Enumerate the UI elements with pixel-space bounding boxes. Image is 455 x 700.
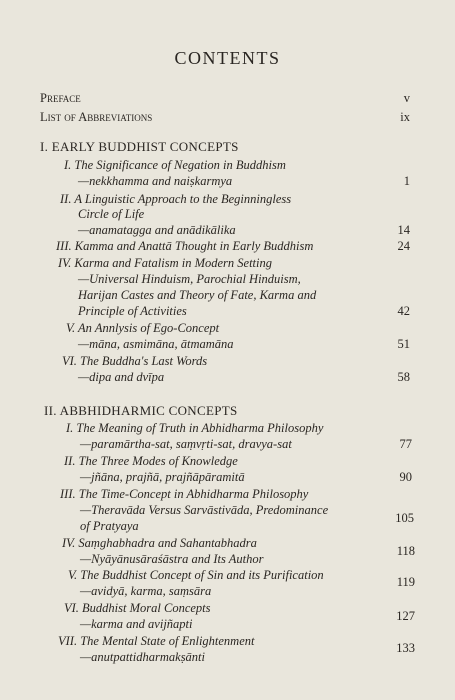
toc-page: 24 (397, 239, 410, 253)
toc-subentry: —paramārtha-sat, saṃvṛti-sat, dravya-sat (80, 437, 292, 451)
toc-page-abbreviations: ix (400, 110, 410, 124)
section-heading-part2: II. ABBHIDHARMIC CONCEPTS (44, 403, 238, 418)
toc-entry-cont: Principle of Activities (78, 304, 187, 318)
toc-entry[interactable]: VI. The Buddha's Last Words (62, 354, 208, 368)
toc-page: 42 (397, 304, 410, 318)
toc-entry[interactable]: I. The Meaning of Truth in Abhidharma Philosophy (66, 421, 324, 435)
toc-page: 58 (397, 370, 410, 384)
toc-page: 105 (395, 511, 414, 525)
toc-entry[interactable]: III. The Time-Concept in Abhidharma Philosophy (60, 487, 309, 501)
toc-subentry: —Nyāyānusāraśāstra and Its Author (80, 552, 264, 566)
toc-page: 14 (397, 223, 410, 237)
toc-subentry: —māna, asmimāna, ātmamāna (78, 337, 234, 351)
toc-subentry: —nekkhamma and naiṣkarmya (78, 174, 233, 188)
toc-page: 1 (403, 174, 410, 188)
toc-page: 119 (396, 575, 415, 589)
toc-subentry: —jñāna, prajñā, prajñāpāramitā (80, 470, 245, 484)
toc-page: 77 (399, 437, 412, 451)
toc-subentry: —karma and avijñapti (80, 617, 193, 631)
toc-entry[interactable]: V. An Annlysis of Ego-Concept (66, 321, 220, 335)
toc-entry[interactable]: V. The Buddhist Concept of Sin and its Purification (68, 568, 324, 582)
toc-entry[interactable]: II. A Linguistic Approach to the Beginningless (60, 192, 292, 206)
toc-entry-cont: Harijan Castes and Theory of Fate, Karma and (78, 288, 317, 302)
toc-page-preface: v (403, 91, 410, 105)
toc-entry[interactable]: IV. Karma and Fatalism in Modern Setting (58, 256, 273, 270)
toc-page: 51 (397, 337, 410, 351)
toc-page: 118 (396, 544, 415, 558)
toc-entry-cont: of Pratyaya (80, 519, 139, 533)
page-title: CONTENTS (174, 48, 281, 68)
toc-subentry: —dipa and dvīpa (78, 370, 165, 384)
toc-entry[interactable]: II. The Three Modes of Knowledge (64, 454, 238, 468)
toc-subentry: —Universal Hinduism, Parochial Hinduism, (78, 272, 301, 286)
toc-entry-cont: Circle of Life (78, 207, 145, 221)
toc-subentry: —Theravāda Versus Sarvāstivāda, Predominance (80, 503, 329, 517)
toc-subentry: —anamatagga and anādikālika (78, 223, 236, 237)
section-heading-part1: I. EARLY BUDDHIST CONCEPTS (40, 139, 239, 154)
toc-entry-abbreviations[interactable]: List of Abbreviations (40, 110, 153, 124)
toc-page: 127 (396, 609, 415, 623)
toc-entry[interactable]: IV. Saṃghabhadra and Sahantabhadra (62, 536, 257, 550)
toc-entry[interactable]: VI. Buddhist Moral Concepts (64, 601, 211, 615)
toc-subentry: —anutpattidharmakṣānti (80, 650, 206, 664)
toc-subentry: —avidyā, karma, saṃsāra (80, 584, 212, 598)
toc-entry[interactable]: VII. The Mental State of Enlightenment (58, 634, 255, 648)
toc-entry[interactable]: III. Kamma and Anattā Thought in Early Buddhism (56, 239, 314, 253)
toc-entry[interactable]: I. The Significance of Negation in Buddhism (64, 158, 286, 172)
toc-page: 90 (399, 470, 412, 484)
toc-page: 133 (396, 641, 415, 655)
toc-entry-preface[interactable]: Preface (40, 91, 81, 105)
